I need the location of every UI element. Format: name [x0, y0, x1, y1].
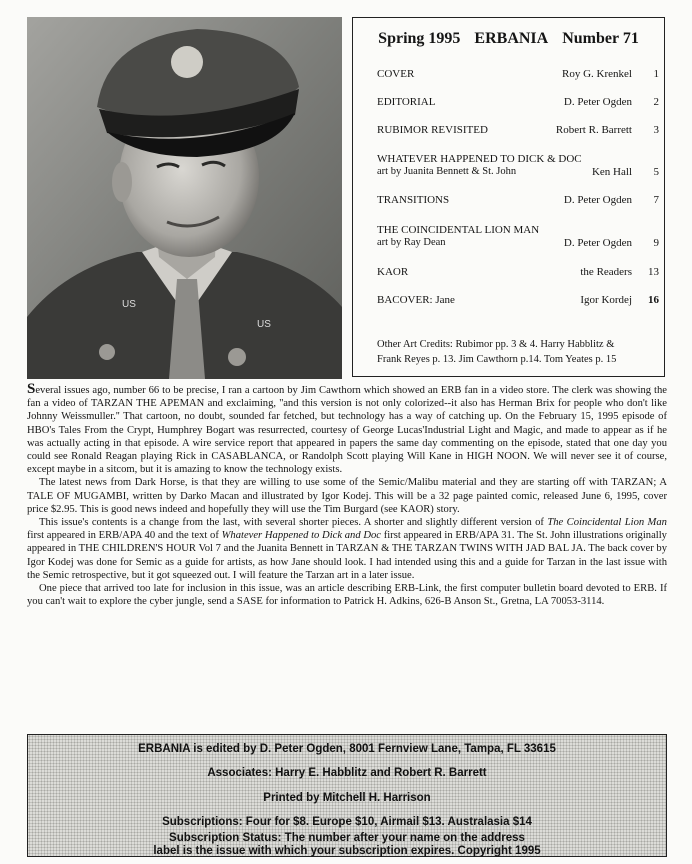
entry-art-credit: art by Juanita Bennett & St. John — [377, 166, 517, 177]
entry-title: THE COINCIDENTAL LION MAN — [377, 224, 540, 236]
svg-text:US: US — [257, 319, 271, 330]
entry-author: Igor Kordej — [580, 294, 632, 306]
subscription-status — [28, 832, 666, 858]
drop-cap: S — [27, 381, 36, 397]
paragraph — [27, 383, 667, 476]
entry-art-credit: art by Ray Dean — [377, 237, 446, 248]
entry-author: Ken Hall — [591, 166, 632, 178]
paragraph-text: everal issues ago, number 66 to be precise, I ran a cartoon by Jim Cawthorn which showed an ERB fan in a video store. The clerk was showing the fan a video of TARZAN THE APEMAN and exclaiming, ''and this version is not only colorized--it also has Herman Brix for people who don't like Johnny Weissmuller.'' That cartoon, no doubt, sounded far fetched, but technology has a way of catching up. On the February 15, 1995 episode of HBO's Tales From the Crypt, Humphrey Bogart was resurrected, courtesy of George Lucas'Industrial Light and Magic, and made to appear as if he was actually acting in that episode. A wire service report that appeared in papers the same day commenting on the episode, stated that one day you could see Ronald Reagan playing Rick in CASABLANCA, or Randolph Scott playing Will Kane in HIGH NOON. We will never see it of course, except maybe in a sitcom, but it is amazing to know the technology exists. — [27, 385, 667, 476]
entry-author: Roy G. Krenkel — [562, 68, 632, 80]
entry-title: WHATEVER HAPPENED TO DICK & DOC — [377, 153, 582, 165]
entry-title: EDITORIAL — [377, 96, 436, 108]
entry-author: Robert R. Barrett — [555, 124, 632, 136]
magazine-name: ERBANIA — [474, 30, 549, 47]
italic-title: Whatever Happened to Dick and Doc — [221, 530, 381, 542]
issue-number: Number 71 — [562, 30, 639, 47]
status-line: label is the issue with which your subscription expires. Copyright 1995 — [153, 845, 541, 857]
credits-line: Frank Reyes p. 13. Jim Cawthorn p.14. Tom Yeates p. 15 — [377, 354, 617, 365]
paragraph: One piece that arrived too late for inclusion in this issue, was an article describing ERB-Link, the first computer bulletin board devoted to ERB. If you can't wait to explore the cyber jungle, send a SASE for information to Patrick H. Adkins, 626-B Anson St., Gretna, LA 70053-3114. — [27, 583, 667, 608]
entry-author: the Readers — [580, 266, 632, 278]
subscriptions-line: Subscriptions: Four for $8. Europe $10, Airmail $13. Australasia $14 — [162, 816, 532, 828]
italic-title: The Coincidental Lion Man — [547, 517, 667, 529]
entry-page: 16 — [648, 294, 659, 306]
paragraph-text: first appeared in ERB/APA 31. The St. John illustrations originally appeared in THE CHILDREN'S HOUR Vol 7 and the Juanita Bennett in TARZAN & THE TARZAN TWINS WITH JAD BAL JA. The back cover by Igor Kodej was done for Semic as a guide for artists, as how Jane should look. I had intended using this and a guide for Tarzan in the last issue with the Semic retrospective, but it got squeezed out. I will feature the Tarzan art in a later issue. — [27, 530, 667, 581]
editor-line: ERBANIA is edited by D. Peter Ogden, 8001 Fernview Lane, Tampa, FL 33615 — [138, 743, 556, 755]
paragraph — [27, 516, 667, 582]
other-art-credits — [377, 337, 657, 367]
entry-title: COVER — [377, 68, 415, 80]
status-line: Subscription Status: The number after your name on the address — [169, 832, 525, 844]
table-of-contents — [352, 17, 665, 377]
entry-page: 2 — [653, 96, 659, 108]
entry-page: 13 — [648, 266, 659, 278]
paragraph-text: This issue's contents is a change from the last, with several shorter pieces. A shorter and slightly different version of — [39, 517, 544, 529]
entry-title: BACOVER: Jane — [377, 294, 455, 306]
entry-title: KAOR — [377, 266, 409, 278]
issue-season: Spring 1995 — [378, 30, 461, 47]
entry-page: 7 — [653, 194, 659, 206]
entry-author: D. Peter Ogden — [563, 96, 632, 108]
entry-page: 9 — [653, 237, 659, 249]
entry-author: D. Peter Ogden — [563, 194, 632, 206]
svg-text:US: US — [122, 299, 136, 310]
officer-photo — [27, 17, 342, 379]
masthead-box — [27, 734, 667, 857]
entry-author: D. Peter Ogden — [563, 237, 632, 249]
paragraph: The latest news from Dark Horse, is that they are willing to use some of the Semic/Malibu material and they are starting off with TARZAN; A TALE OF MUGAMBI, written by Darko Macan and illustrated by Igor Kodej. This will be a 32 page painted comic, released June 6, 1995, cover price $2.95. This is good news indeed and hopefully they will use the Tim Burgard (see KAOR) story. — [27, 477, 667, 515]
paragraph-text: first appeared in ERB/APA 40 and the text of — [27, 530, 219, 542]
printer-line: Printed by Mitchell H. Harrison — [263, 792, 431, 804]
entry-page: 1 — [653, 68, 659, 80]
issue-title — [353, 30, 664, 48]
entry-title: TRANSITIONS — [377, 194, 450, 206]
entry-page: 5 — [653, 166, 659, 178]
associates-line: Associates: Harry E. Habblitz and Robert R. Barrett — [207, 767, 487, 779]
credits-line: Other Art Credits: Rubimor pp. 3 & 4. Harry Habblitz & — [377, 339, 615, 350]
entry-title: RUBIMOR REVISITED — [377, 124, 488, 136]
entry-page: 3 — [653, 124, 659, 136]
editorial-text — [27, 383, 667, 608]
